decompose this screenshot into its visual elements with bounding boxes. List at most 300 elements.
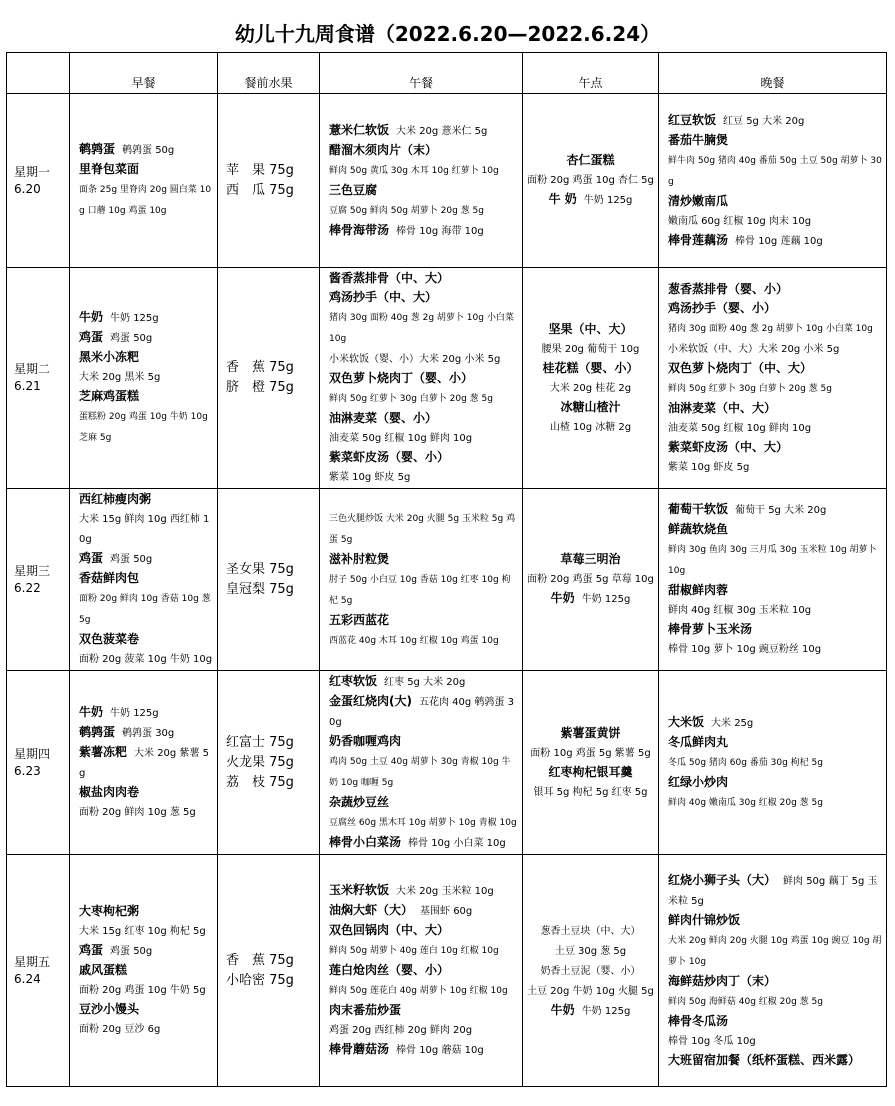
dish-name: 鹌鹑蛋 bbox=[79, 725, 116, 739]
dish-name: 芝麻鸡蛋糕 bbox=[79, 389, 140, 403]
menu-line bbox=[668, 600, 882, 620]
menu-line bbox=[79, 549, 213, 569]
menu-line bbox=[79, 703, 213, 723]
dish-name: 莲白炝肉丝（婴、小） bbox=[329, 963, 450, 977]
ingredients: 牛奶 125g bbox=[581, 1005, 631, 1017]
menu-line bbox=[668, 318, 882, 339]
ingredients: 面粉 10g 鸡蛋 5g 紫薯 5g bbox=[530, 747, 651, 759]
ingredients: 棒骨 10g 小白菜 10g bbox=[408, 838, 506, 849]
ingredients: 面粉 20g 菠菜 10g 牛奶 10g bbox=[79, 654, 213, 665]
menu-line bbox=[668, 752, 882, 773]
ingredients: 大米 20g 桂花 2g bbox=[549, 382, 632, 394]
dish-name: 双色回锅肉（中、大） bbox=[329, 923, 450, 937]
menu-line bbox=[668, 639, 882, 659]
day-name: 星期一 bbox=[14, 164, 51, 179]
fruit-item: 西 瓜 75g bbox=[226, 182, 294, 198]
ingredients: 鸡蛋 50g bbox=[110, 333, 153, 344]
menu-line bbox=[329, 409, 518, 428]
menu-line bbox=[329, 369, 518, 388]
fruit-cell bbox=[218, 94, 320, 268]
ingredients: 牛奶 125g bbox=[110, 708, 159, 719]
ingredients: 鲜肉 50g 红萝卜 30g 白萝卜 20g 葱 5g bbox=[329, 394, 493, 404]
ingredients: 面粉 20g 鲜肉 10g 葱 5g bbox=[79, 807, 196, 818]
ingredients: 鸡肉 50g 土豆 40g 胡萝卜 30g 青椒 10g 牛奶 10g 咖喱 5g bbox=[329, 757, 511, 788]
dish-name: 鸡蛋 bbox=[79, 943, 104, 957]
menu-line bbox=[329, 307, 518, 349]
dish-name: 鹌鹑蛋 bbox=[79, 142, 116, 156]
menu-line bbox=[329, 388, 518, 409]
menu-line bbox=[668, 438, 882, 457]
menu-line bbox=[668, 539, 882, 581]
menu-line bbox=[668, 299, 882, 318]
fruit-cell bbox=[218, 489, 320, 671]
lunch-cell bbox=[320, 268, 523, 489]
menu-line bbox=[668, 911, 882, 930]
menu-line bbox=[527, 359, 654, 378]
lunch-cell bbox=[320, 671, 523, 855]
dish-name: 西红柿瘦肉粥 bbox=[79, 492, 152, 506]
ingredients: 猪肉 30g 面粉 40g 葱 2g 胡萝卜 10g 小白菜 10g bbox=[329, 313, 514, 344]
dish-name: 油焖大虾（大） bbox=[329, 903, 414, 917]
menu-line bbox=[329, 833, 518, 853]
menu-line bbox=[668, 972, 882, 991]
dish-name: 清炒嫩南瓜 bbox=[668, 193, 729, 208]
menu-line bbox=[668, 111, 882, 131]
menu-line bbox=[329, 980, 518, 1001]
dish-name: 戚风蛋糕 bbox=[79, 963, 128, 977]
ingredients: 土豆 20g 牛奶 10g 火腿 5g bbox=[527, 985, 654, 997]
menu-table bbox=[6, 52, 887, 1087]
dish-name: 玉米籽软饭 bbox=[329, 883, 390, 897]
menu-line bbox=[329, 428, 518, 448]
menu-line bbox=[79, 387, 213, 406]
ingredients: 猪肉 30g 面粉 40g 葱 2g 胡萝卜 10g 小白菜 10g bbox=[668, 323, 873, 334]
day-row bbox=[7, 671, 887, 855]
menu-line bbox=[668, 192, 882, 211]
menu-line bbox=[668, 150, 882, 192]
ingredients: 棒骨 10g 蘑菇 10g bbox=[396, 1045, 484, 1056]
snack-cell bbox=[523, 268, 659, 489]
menu-line bbox=[668, 457, 882, 477]
day-date: 6.23 bbox=[14, 763, 41, 778]
menu-line bbox=[329, 349, 518, 369]
menu-line bbox=[668, 792, 882, 813]
dish-name: 鸡汤抄手（中、大） bbox=[329, 290, 438, 304]
dish-name: 椒盐肉肉卷 bbox=[79, 785, 140, 799]
ingredients: 牛奶 125g bbox=[583, 195, 633, 206]
fruit-item: 苹 果 75g bbox=[226, 162, 294, 178]
dish-name: 油淋麦菜（婴、小） bbox=[329, 411, 438, 425]
ingredients: 鲜肉 50g 黄瓜 30g 木耳 10g 红萝卜 10g bbox=[329, 165, 499, 176]
menu-line bbox=[527, 724, 654, 743]
ingredients: 油麦菜 50g 红椒 10g 鲜肉 10g bbox=[329, 433, 473, 444]
page-title: 幼儿十九周食谱（2022.6.20—2022.6.24） bbox=[234, 22, 661, 46]
ingredients: 大米 20g 紫薯 5g bbox=[79, 748, 209, 779]
menu-line bbox=[79, 980, 213, 1000]
dish-name: 紫菜虾皮汤（婴、小） bbox=[329, 450, 450, 464]
dinner-cell bbox=[659, 268, 887, 489]
menu-line bbox=[668, 733, 882, 752]
day-name: 星期五 bbox=[14, 954, 51, 969]
menu-line bbox=[668, 378, 882, 399]
ingredients: 五花肉 40g 鹌鹑蛋 30g bbox=[329, 697, 514, 728]
dish-name: 鸡汤抄手（婴、小） bbox=[668, 300, 777, 315]
header-breakfast: 早餐 bbox=[70, 53, 218, 94]
dish-name: 黑米小冻粑 bbox=[79, 350, 140, 364]
fruit-item: 圣女果 75g bbox=[226, 561, 294, 577]
menu-line bbox=[527, 170, 654, 190]
header-lunch: 午餐 bbox=[320, 53, 523, 94]
fruit-item: 小哈密 75g bbox=[226, 972, 294, 988]
menu-line bbox=[79, 723, 213, 743]
menu-line bbox=[329, 181, 518, 200]
dish-name: 海鲜菇炒肉丁（末） bbox=[668, 974, 777, 988]
menu-line bbox=[79, 941, 213, 961]
breakfast-cell bbox=[70, 671, 218, 855]
menu-line bbox=[329, 881, 518, 901]
ingredients: 肘子 50g 小白豆 10g 香菇 10g 红枣 10g 枸杞 5g bbox=[329, 575, 511, 606]
dish-name: 大枣枸杞粥 bbox=[79, 904, 140, 918]
breakfast-cell bbox=[70, 855, 218, 1087]
day-row bbox=[7, 94, 887, 268]
day-cell bbox=[7, 94, 70, 268]
day-cell bbox=[7, 268, 70, 489]
dish-name: 红枣软饭 bbox=[329, 674, 378, 688]
ingredients: 山楂 10g 冰糖 2g bbox=[549, 421, 632, 433]
fruit-cell bbox=[218, 268, 320, 489]
fruit-item: 香 蕉 75g bbox=[226, 360, 294, 375]
menu-line bbox=[668, 520, 882, 539]
fruit-item: 红富士 75g bbox=[226, 734, 294, 750]
dish-name: 冬瓜鲜肉丸 bbox=[668, 734, 729, 749]
ingredients: 鸡蛋 50g bbox=[110, 554, 153, 565]
menu-line bbox=[527, 151, 654, 170]
menu-line bbox=[668, 620, 882, 639]
ingredients: 棒骨 10g 萝卜 10g 豌豆粉丝 10g bbox=[668, 644, 822, 655]
dish-name: 酱香蒸排骨（中、大） bbox=[329, 271, 450, 285]
menu-line bbox=[329, 200, 518, 221]
menu-line bbox=[79, 649, 213, 669]
day-date: 6.21 bbox=[14, 379, 41, 393]
ingredients: 油麦菜 50g 红椒 10g 鲜肉 10g bbox=[668, 422, 812, 434]
dish-name: 鸡蛋 bbox=[79, 551, 104, 565]
dish-name: 棒骨小白菜汤 bbox=[329, 835, 402, 849]
menu-line bbox=[668, 280, 882, 299]
menu-line bbox=[79, 160, 213, 179]
menu-line bbox=[79, 140, 213, 160]
menu-line bbox=[527, 981, 654, 1001]
header-snack: 午点 bbox=[523, 53, 659, 94]
snack-cell bbox=[523, 855, 659, 1087]
ingredients: 奶香土豆泥（婴、小） bbox=[540, 965, 641, 977]
ingredients: 大米 15g 鲜肉 10g 西红柿 10g bbox=[79, 514, 210, 545]
menu-line bbox=[527, 941, 654, 961]
menu-line bbox=[668, 581, 882, 600]
menu-line bbox=[668, 1012, 882, 1031]
fruit-cell bbox=[218, 855, 320, 1087]
menu-line bbox=[329, 288, 518, 307]
day-date: 6.22 bbox=[14, 580, 41, 595]
menu-line bbox=[668, 339, 882, 359]
menu-line bbox=[79, 179, 213, 221]
menu-line bbox=[79, 921, 213, 941]
ingredients: 冬瓜 50g 猪肉 60g 番茄 30g 枸杞 5g bbox=[668, 757, 823, 768]
ingredients: 鲜肉 50g 莲花白 40g 胡萝卜 10g 红椒 10g bbox=[329, 986, 508, 996]
dish-name: 双色萝卜烧肉丁（婴、小） bbox=[329, 371, 474, 385]
ingredients: 鲜肉 50g 藕丁 5g 玉米粒 5g bbox=[668, 876, 878, 907]
fruit-item: 荔 枝 75g bbox=[226, 774, 294, 790]
menu-line bbox=[527, 190, 654, 210]
menu-line bbox=[527, 378, 654, 398]
dish-name: 牛奶 bbox=[550, 1002, 575, 1017]
menu-line bbox=[79, 1000, 213, 1019]
menu-line bbox=[79, 630, 213, 649]
dish-name: 牛 奶 bbox=[548, 192, 577, 206]
ingredients: 腰果 20g 葡萄干 10g bbox=[541, 343, 640, 355]
menu-line bbox=[668, 399, 882, 418]
ingredients: 豆腐丝 60g 黑木耳 10g 胡萝卜 10g 青椒 10g bbox=[329, 818, 517, 828]
dish-name: 桂花糕（婴、小） bbox=[542, 360, 639, 375]
ingredients: 三色火腿炒饭 大米 20g 火腿 5g 玉米粒 5g 鸡蛋 5g bbox=[329, 514, 516, 545]
day-date: 6.24 bbox=[14, 971, 41, 986]
dish-name: 牛奶 bbox=[550, 591, 575, 605]
breakfast-cell bbox=[70, 489, 218, 671]
menu-line bbox=[79, 509, 213, 549]
dish-name: 香菇鲜肉包 bbox=[79, 571, 140, 585]
header-dinner: 晚餐 bbox=[659, 53, 887, 94]
menu-line bbox=[79, 743, 213, 783]
menu-line bbox=[79, 1019, 213, 1039]
lunch-cell bbox=[320, 855, 523, 1087]
lunch-cell bbox=[320, 489, 523, 671]
ingredients: 豆腐 50g 鲜肉 50g 胡萝卜 20g 葱 5g bbox=[329, 205, 484, 216]
ingredients: 鲜牛肉 50g 猪肉 40g 番茄 50g 土豆 50g 胡萝卜 30g bbox=[668, 155, 882, 187]
dish-name: 番茄牛腩煲 bbox=[668, 132, 729, 147]
menu-line bbox=[329, 940, 518, 961]
menu-line bbox=[329, 160, 518, 181]
dish-name: 冰糖山楂汁 bbox=[560, 399, 621, 414]
fruit-item: 皇冠梨 75g bbox=[226, 581, 294, 597]
dish-name: 金蛋红烧肉(大) bbox=[329, 694, 412, 708]
dish-name: 棒骨海带汤 bbox=[329, 222, 390, 237]
ingredients: 鲜肉 50g 胡萝卜 40g 莲白 10g 红椒 10g bbox=[329, 946, 499, 956]
menu-line bbox=[329, 611, 518, 630]
dish-name: 豆沙小馒头 bbox=[79, 1002, 140, 1016]
dish-name: 草莓三明治 bbox=[560, 552, 621, 566]
dish-name: 棒骨冬瓜汤 bbox=[668, 1014, 729, 1028]
dish-name: 棒骨萝卜玉米汤 bbox=[668, 622, 753, 636]
ingredients: 鲜肉 50g 海鲜菇 40g 红椒 20g 葱 5g bbox=[668, 997, 823, 1007]
menu-line bbox=[668, 991, 882, 1012]
fruit-item: 脐 橙 75g bbox=[226, 380, 294, 395]
ingredients: 大米 20g 鲜肉 20g 火腿 10g 鸡蛋 10g 豌豆 10g 胡萝卜 10g bbox=[668, 936, 882, 967]
ingredients: 紫菜 10g 虾皮 5g bbox=[329, 472, 411, 483]
menu-line bbox=[329, 630, 518, 651]
ingredients: 鲜肉 50g 红萝卜 30g 白萝卜 20g 葱 5g bbox=[668, 383, 832, 394]
ingredients: 嫩南瓜 60g 红椒 10g 肉末 10g bbox=[668, 215, 812, 227]
ingredients: 鲜肉 30g 鱼肉 30g 三月瓜 30g 玉米粒 10g 胡萝卜 10g bbox=[668, 545, 877, 576]
day-name: 星期三 bbox=[14, 563, 51, 578]
ingredients: 大米 20g 薏米仁 5g bbox=[396, 125, 488, 137]
ingredients: 葱香土豆块（中、大） bbox=[540, 925, 641, 937]
menu-line bbox=[527, 320, 654, 339]
menu-line bbox=[527, 339, 654, 359]
ingredients: 牛奶 125g bbox=[110, 313, 159, 324]
menu-line bbox=[329, 672, 518, 692]
ingredients: 小米软饭（婴、小）大米 20g 小米 5g bbox=[329, 354, 501, 365]
menu-line bbox=[329, 812, 518, 833]
menu-line bbox=[329, 508, 518, 550]
menu-line bbox=[668, 231, 882, 251]
dish-name: 甜椒鲜肉蓉 bbox=[668, 583, 729, 597]
menu-line bbox=[329, 1040, 518, 1060]
menu-line bbox=[329, 793, 518, 812]
ingredients: 棒骨 10g 莲藕 10g bbox=[735, 235, 823, 247]
ingredients: 西蓝花 40g 木耳 10g 红椒 10g 鸡蛋 10g bbox=[329, 636, 499, 646]
ingredients: 大米 15g 红枣 10g 枸杞 5g bbox=[79, 926, 206, 937]
menu-line bbox=[668, 500, 882, 520]
menu-line bbox=[527, 743, 654, 763]
menu-line bbox=[329, 921, 518, 940]
fruit-cell bbox=[218, 671, 320, 855]
ingredients: 银耳 5g 枸杞 5g 红枣 5g bbox=[533, 786, 648, 798]
dish-name: 油淋麦菜（中、大） bbox=[668, 400, 777, 415]
snack-cell bbox=[523, 671, 659, 855]
dish-name: 薏米仁软饭 bbox=[329, 122, 390, 137]
day-row bbox=[7, 489, 887, 671]
dish-name: 紫菜虾皮汤（中、大） bbox=[668, 439, 789, 454]
dish-name: 红烧小狮子头（大） bbox=[668, 873, 777, 887]
ingredients: 鹌鹑蛋 30g bbox=[122, 728, 175, 739]
breakfast-cell bbox=[70, 94, 218, 268]
dish-name: 牛奶 bbox=[79, 705, 104, 719]
dish-name: 肉末番茄炒蛋 bbox=[329, 1003, 402, 1017]
menu-line bbox=[329, 550, 518, 569]
menu-line bbox=[668, 131, 882, 150]
menu-line bbox=[329, 692, 518, 732]
fruit-item: 火龙果 75g bbox=[226, 754, 294, 770]
menu-line bbox=[668, 211, 882, 231]
ingredients: 牛奶 125g bbox=[581, 594, 631, 605]
menu-line bbox=[329, 732, 518, 751]
dish-name: 红绿小炒肉 bbox=[668, 774, 729, 789]
menu-line bbox=[79, 348, 213, 367]
ingredients: 土豆 30g 葱 5g bbox=[554, 945, 627, 957]
dish-name: 五彩西蓝花 bbox=[329, 613, 390, 627]
dish-name: 双色菠菜卷 bbox=[79, 632, 140, 646]
dish-name: 牛奶 bbox=[79, 310, 104, 324]
dish-name: 大米饭 bbox=[668, 714, 705, 729]
dish-name: 三色豆腐 bbox=[329, 182, 378, 197]
dish-name: 紫薯冻粑 bbox=[79, 745, 128, 759]
menu-line bbox=[329, 751, 518, 793]
menu-line bbox=[329, 961, 518, 980]
ingredients: 蛋糕粉 20g 鸡蛋 10g 牛奶 10g 芝麻 5g bbox=[79, 412, 208, 443]
ingredients: 大米 25g bbox=[711, 717, 754, 729]
header-fruit: 餐前水果 bbox=[218, 53, 320, 94]
menu-line bbox=[668, 1051, 882, 1070]
menu-line bbox=[668, 1031, 882, 1051]
dish-name: 葡萄干软饭 bbox=[668, 502, 729, 516]
menu-line bbox=[79, 588, 213, 630]
dinner-cell bbox=[659, 855, 887, 1087]
ingredients: 面粉 20g 鸡蛋 10g 牛奶 5g bbox=[79, 985, 206, 996]
ingredients: 面条 25g 里脊肉 20g 圆白菜 10g 口蘑 10g 鸡蛋 10g bbox=[79, 185, 212, 216]
dish-name: 葱香蒸排骨（婴、小） bbox=[668, 281, 789, 296]
fruit-item: 香 蕉 75g bbox=[226, 952, 294, 968]
day-name: 星期四 bbox=[14, 746, 51, 761]
dish-name: 大班留宿加餐（纸杯蛋糕、西米露） bbox=[668, 1053, 861, 1067]
menu-line bbox=[79, 328, 213, 348]
dish-name: 紫薯蛋黄饼 bbox=[560, 725, 621, 740]
menu-line bbox=[527, 1001, 654, 1021]
menu-line bbox=[668, 930, 882, 972]
menu-line bbox=[79, 490, 213, 509]
menu-line bbox=[329, 569, 518, 611]
ingredients: 小米软饭（中、大）大米 20g 小米 5g bbox=[668, 343, 840, 355]
dish-name: 棒骨蘑菇汤 bbox=[329, 1042, 390, 1056]
ingredients: 鸡蛋 20g 西红柿 20g 鲜肉 20g bbox=[329, 1025, 473, 1036]
header-day bbox=[7, 53, 70, 94]
day-cell bbox=[7, 671, 70, 855]
ingredients: 葡萄干 5g 大米 20g bbox=[735, 505, 827, 516]
menu-line bbox=[79, 367, 213, 387]
dish-name: 滋补肘粒煲 bbox=[329, 552, 390, 566]
menu-line bbox=[527, 763, 654, 782]
dish-name: 杂蔬炒豆丝 bbox=[329, 795, 390, 809]
day-date: 6.20 bbox=[14, 181, 41, 196]
day-row bbox=[7, 268, 887, 489]
menu-line bbox=[79, 569, 213, 588]
ingredients: 鹌鹑蛋 50g bbox=[122, 145, 175, 156]
snack-cell bbox=[523, 94, 659, 268]
menu-line bbox=[329, 1020, 518, 1040]
dinner-cell bbox=[659, 671, 887, 855]
ingredients: 鸡蛋 50g bbox=[110, 946, 153, 957]
menu-line bbox=[668, 418, 882, 438]
ingredients: 红豆 5g 大米 20g bbox=[723, 115, 805, 127]
menu-line bbox=[527, 417, 654, 437]
menu-line bbox=[527, 921, 654, 941]
day-name: 星期二 bbox=[14, 362, 51, 376]
dish-name: 里脊包菜面 bbox=[79, 162, 140, 176]
dish-name: 棒骨莲藕汤 bbox=[668, 232, 729, 247]
dish-name: 鲜蔬软烧鱼 bbox=[668, 522, 729, 536]
menu-line bbox=[668, 871, 882, 911]
menu-line bbox=[79, 783, 213, 802]
menu-line bbox=[329, 448, 518, 467]
ingredients: 面粉 20g 鸡蛋 5g 草莓 10g bbox=[527, 574, 654, 585]
ingredients: 大米 20g 玉米粒 10g bbox=[396, 886, 494, 897]
dish-name: 奶香咖喱鸡肉 bbox=[329, 734, 402, 748]
ingredients: 大米 20g 黑米 5g bbox=[79, 372, 161, 383]
ingredients: 棒骨 10g 冬瓜 10g bbox=[668, 1036, 756, 1047]
lunch-cell bbox=[320, 94, 523, 268]
ingredients: 棒骨 10g 海带 10g bbox=[396, 225, 484, 237]
menu-line bbox=[668, 773, 882, 792]
menu-line bbox=[668, 713, 882, 733]
dish-name: 鲜肉什锦炒饭 bbox=[668, 913, 741, 927]
ingredients: 面粉 20g 鸡蛋 10g 杏仁 5g bbox=[527, 175, 654, 186]
breakfast-cell bbox=[70, 268, 218, 489]
menu-line bbox=[668, 359, 882, 378]
header-row bbox=[7, 53, 887, 94]
dish-name: 杏仁蛋糕 bbox=[566, 153, 615, 167]
dish-name: 鸡蛋 bbox=[79, 330, 104, 344]
menu-line bbox=[527, 550, 654, 569]
menu-line bbox=[79, 961, 213, 980]
day-cell bbox=[7, 489, 70, 671]
